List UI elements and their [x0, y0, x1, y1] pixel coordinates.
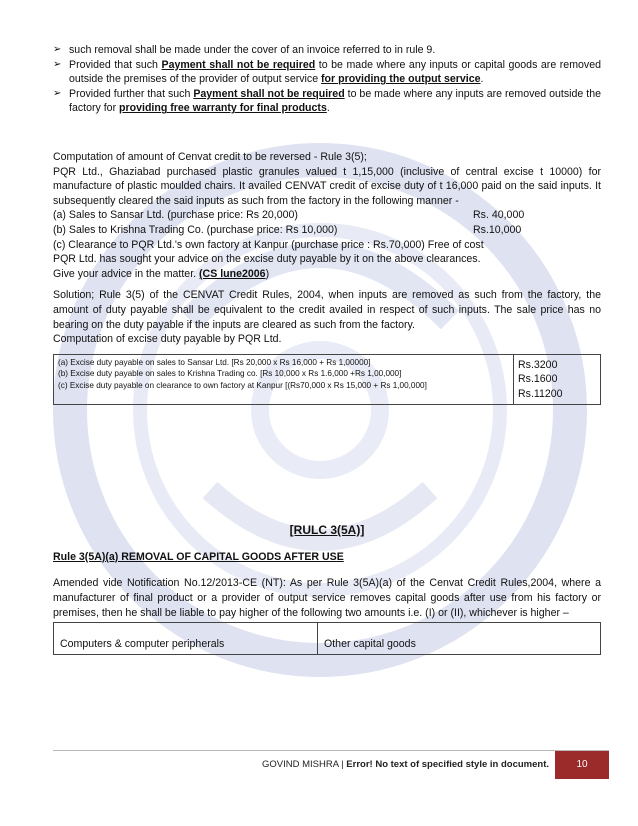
question-item: (c) Clearance to PQR Ltd.'s own factory at Kanpur (purchase price : Rs.70,000) Free of cost: [53, 238, 484, 251]
page-number: 10: [555, 751, 609, 779]
capital-goods-table: [53, 622, 601, 655]
table-header-cell: Computers & computer peripherals: [54, 623, 318, 655]
table-row: [54, 354, 601, 405]
arrow-bullet-icon: ➢: [53, 87, 62, 99]
question-item: (b) Sales to Krishna Trading Co. (purchase price: Rs 10,000) Rs.10,000: [53, 223, 522, 236]
table-header-cell: Other capital goods: [318, 623, 601, 655]
duty-computation-table: [53, 354, 601, 406]
arrow-bullet-icon: ➢: [53, 58, 62, 70]
solution-computation-title: Computation of excise duty payable by PQR Ltd.: [53, 333, 282, 346]
section-heading: [RULC 3(5A)]: [289, 523, 365, 538]
rule-subheading: Rule 3(5A)(a) REMOVAL OF CAPITAL GOODS AFTER USE: [53, 550, 344, 563]
page-footer: [53, 750, 609, 778]
condition-item: ➢ Provided further that such Payment shall not be required to be made where any inputs are removed outside the factory for providing free warranty for final products.: [53, 87, 601, 115]
conditions-list: [53, 43, 601, 116]
condition-item: ➢ such removal shall be made under the cover of an invoice referred to in rule 9.: [53, 44, 436, 56]
question-instruction: Give your advice in the matter. (CS lune2006): [53, 267, 270, 280]
solution-text: Solution; Rule 3(5) of the CENVAT Credit Rules, 2004, when inputs are removed as such from the factory, the amount of duty payable shall be equivalent to the credit availed in respect of such inputs. The sale price has no bearing on the duty payable if the inputs are cleared as such from the factory.: [53, 289, 601, 331]
question-body: PQR Ltd., Ghaziabad purchased plastic granules valued t 1,15,000 (inclusive of central excise t 10000) for manufacture of plastic moulded chairs. It availed CENVAT credit of excise duty of t 16,000 paid on the said inputs. It subsequently cleared the said inputs as such from the factory in the following manner -: [53, 165, 601, 207]
question-title: Computation of amount of Cenvat credit to be reversed - Rule 3(5);: [53, 150, 367, 163]
table-row: [54, 623, 601, 655]
duty-descriptions-cell: (a) Excise duty payable on sales to Sansar Ltd. [Rs 20,000 x Rs 16,000 + Rs 1,00000] (b) Excise duty payable on sales to Krishna Trading co. [Rs 10,000 x Rs 1.6,000 +Rs 1,00,000] (c) Excise duty payable on clearance to own factory at Kanpur [(Rs70,000 x Rs 15,000 + Rs 1,00,000]: [54, 354, 514, 405]
question-advice-line: PQR Ltd. has sought your advice on the excise duty payable by it on the above clearances.: [53, 253, 481, 266]
question-item: (a) Sales to Sansar Ltd. (purchase price: Rs 20,000) Rs. 40,000: [53, 209, 525, 222]
amendment-paragraph: Amended vide Notification No.12/2013-CE (NT): As per Rule 3(5A)(a) of the Cenvat Credit Rules,2004, where a manufacturer of final product or a provider of output service removes capital goods after use from his factory or premises, then he shall be liable to pay higher of the following two amounts i.e. (I) or (II), whichever is higher –: [53, 577, 601, 619]
condition-item: ➢ Provided that such Payment shall not be required to be made where any inputs or capital goods are removed outside the premises of the provider of output service for providing the output service.: [53, 58, 601, 86]
footer-text: GOVIND MISHRA | Error! No text of specified style in document.: [262, 759, 549, 770]
duty-values-cell: Rs.3200 Rs.1600 Rs.11200: [514, 354, 601, 405]
arrow-bullet-icon: ➢: [53, 44, 62, 55]
page-content: [53, 43, 601, 655]
